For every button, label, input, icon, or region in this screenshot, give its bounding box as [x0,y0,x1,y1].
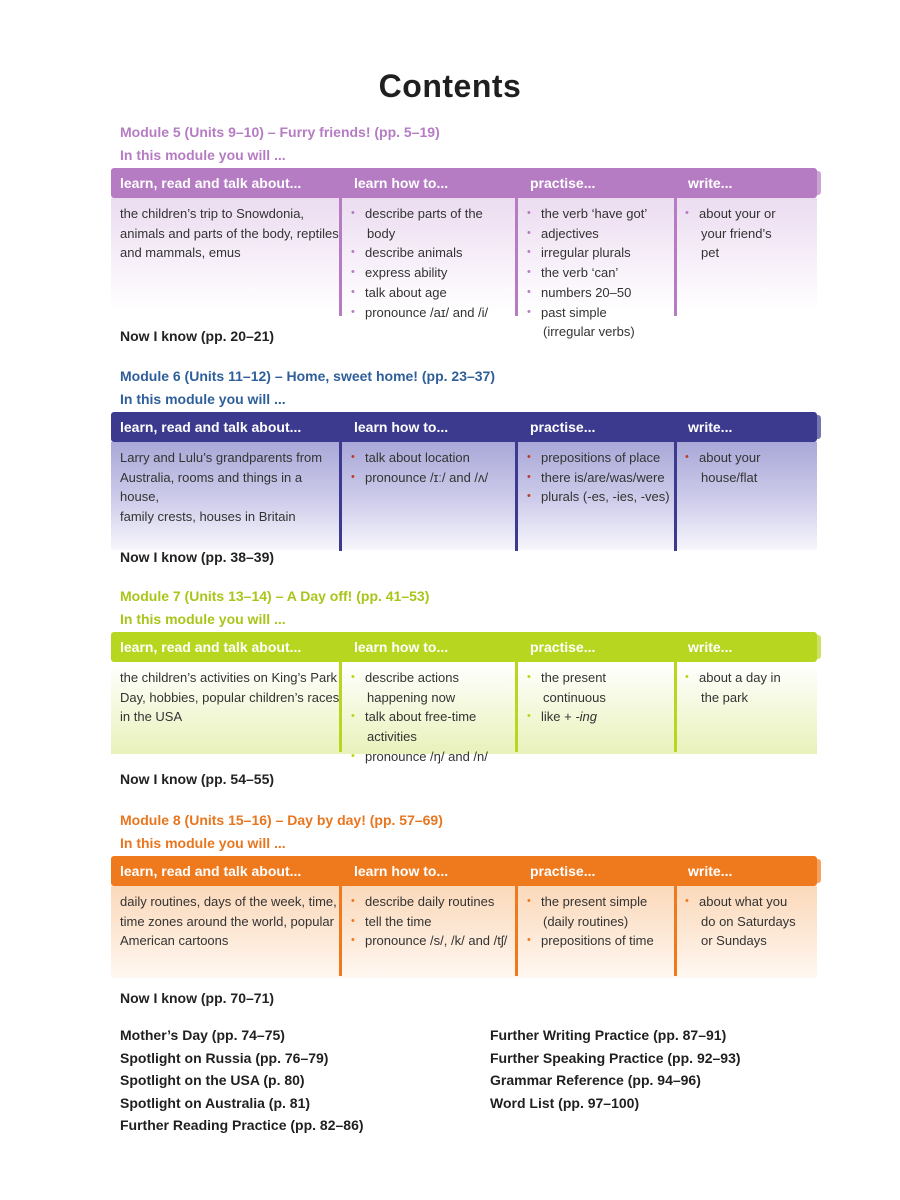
learn-text: the children’s trip to Snowdonia, [120,206,305,221]
practise-column [523,448,673,507]
write-column [681,892,801,951]
bullet-icon: • [685,207,689,219]
module-heading: Module 8 (Units 15–16) – Day by day! (pp. 57–69) [120,812,443,828]
learn-text: Larry and Lulu’s grandparents from [120,450,323,465]
module-8 [120,808,816,978]
item-text: body [367,225,396,241]
now-i-know: Now I know (pp. 54–55) [120,771,275,787]
item-text: describe actions [365,670,459,685]
item-text: about your or [699,206,776,221]
extras-item: Further Reading Practice (pp. 82–86) [120,1117,364,1134]
learn-text: American cartoons [120,933,229,949]
list-item [523,204,673,224]
list-item [347,263,512,283]
how-column [347,892,512,951]
module-intro: In this module you will ... [120,147,286,163]
extras-item: Spotlight on the USA (p. 80) [120,1072,305,1089]
item-text: or Sundays [701,933,767,949]
bullet-icon: • [527,207,531,219]
how-column-list [347,204,512,322]
item-text: numbers 20–50 [541,284,632,300]
bullet-icon: • [685,451,689,463]
bullet-icon: • [351,710,355,723]
learn-text: Day, hobbies, popular children’s races [120,689,340,705]
list-item [523,668,673,707]
header-how: learn how to... [354,419,449,435]
write-column-list [681,668,801,707]
list-item [681,668,801,707]
list-item [347,912,512,932]
bullet-icon: • [351,914,355,927]
header-learn: learn, read and talk about... [120,863,302,879]
learn-text: animals and parts of the body, reptiles [120,225,339,241]
learn-column [120,892,340,951]
list-item [347,448,512,468]
header-write: write... [688,639,733,655]
learn-column [120,204,340,263]
list-item [681,448,801,487]
bullet-icon: • [527,246,531,259]
list-item [347,468,512,488]
item-text: about a day in [699,670,781,685]
now-i-know: Now I know (pp. 70–71) [120,990,275,1006]
item-text: describe animals [365,245,463,261]
extras-item: Word List (pp. 97–100) [490,1094,640,1111]
learn-text: the children’s activities on King’s Park [120,670,338,685]
learn-column [120,448,340,527]
module-intro: In this module you will ... [120,835,286,851]
practise-column-list [523,668,673,727]
bullet-icon: • [527,470,531,483]
bullet-icon: • [351,671,355,683]
header-learn: learn, read and talk about... [120,639,302,655]
bullet-icon: • [351,451,355,463]
list-item [523,243,673,263]
module-header-bar [111,412,817,442]
item-text: plurals (-es, -ies, -ves) [541,489,670,505]
write-column-list [681,204,801,263]
header-practise: practise... [530,639,596,655]
how-column-list [347,448,512,487]
header-how: learn how to... [354,863,449,879]
item-text: describe daily routines [365,894,495,909]
bullet-icon: • [351,285,355,298]
item-text: the park [701,689,748,705]
module-content [111,662,817,764]
column-divider [515,198,518,316]
learn-text: family crests, houses in Britain [120,509,296,525]
bullet-icon: • [527,710,531,723]
item-text: the verb ‘can’ [541,265,619,281]
item-text: happening now [367,689,456,705]
item-text: (irregular verbs) [543,324,635,340]
practise-column [523,892,673,951]
list-item [347,283,512,303]
list-item [347,931,512,951]
list-item [347,204,512,243]
item-text: about your [699,450,761,465]
list-item [347,243,512,263]
practise-column-list [523,892,673,951]
write-column-list [681,892,801,951]
how-column [347,204,512,322]
extras-item: Spotlight on Australia (p. 81) [120,1094,311,1111]
item-text: pronounce /ɪː/ and /ʌ/ [365,469,489,485]
extras-left-list [120,1024,364,1137]
header-learn: learn, read and talk about... [120,419,302,435]
item-text: prepositions of place [541,450,661,465]
how-column [347,448,512,487]
item-text: pet [701,245,720,261]
module-6 [120,364,816,550]
item-text: about what you [699,894,788,909]
bullet-icon: • [527,934,531,947]
item-text: the present simple [541,894,648,909]
bullet-icon: • [351,470,355,483]
item-text: the verb ‘have got’ [541,206,648,221]
list-item [347,668,512,707]
list-item [523,892,673,931]
list-item [523,224,673,244]
header-write: write... [688,419,733,435]
bullet-icon: • [527,266,531,279]
column-divider [674,886,677,976]
item-text: the present [541,670,607,685]
item-text: talk about free-time [365,709,477,725]
learn-text: daily routines, days of the week, time, [120,894,337,909]
list-item [523,468,673,488]
item-text: talk about location [365,450,470,465]
learn-text: in the USA [120,709,183,725]
item-text: do on Saturdays [701,913,796,929]
item-text: continuous [543,689,606,705]
list-item [523,707,673,727]
module-content [111,886,817,978]
column-divider [515,886,518,976]
item-text: tell the time [365,913,432,929]
module-header-bar [111,632,817,662]
item-text: (daily routines) [543,913,629,929]
bullet-icon: • [351,895,355,907]
column-divider [674,442,677,551]
column-divider [674,662,677,752]
list-item [347,892,512,912]
header-write: write... [688,175,733,191]
item-text: there is/are/was/were [541,469,665,485]
list-item [347,747,512,767]
item-text: house/flat [701,469,758,485]
list-item [347,303,512,323]
extras-item: Further Speaking Practice (pp. 92–93) [490,1049,741,1066]
header-practise: practise... [530,175,596,191]
extras-item: Grammar Reference (pp. 94–96) [490,1072,701,1089]
list-item [681,204,801,263]
now-i-know: Now I know (pp. 20–21) [120,328,275,344]
item-text: your friend’s [701,225,772,241]
list-item [523,931,673,951]
item-text: past simple [541,304,607,320]
item-text: prepositions of time [541,933,654,949]
how-column-list [347,668,512,767]
bullet-icon: • [527,305,531,318]
extras-right-list [490,1024,741,1114]
list-item [523,303,673,342]
bullet-icon: • [527,285,531,298]
column-divider [674,198,677,316]
bullet-icon: • [527,671,531,683]
bullet-icon: • [527,451,531,463]
item-text: irregular plurals [541,245,631,261]
bullet-icon: • [685,671,689,683]
header-how: learn how to... [354,175,449,191]
practise-column [523,204,673,342]
header-learn: learn, read and talk about... [120,175,302,191]
bullet-icon: • [351,266,355,279]
extras-item: Further Writing Practice (pp. 87–91) [490,1027,727,1043]
module-intro: In this module you will ... [120,391,286,407]
list-item [523,263,673,283]
learn-column [120,668,340,727]
extras-item: Spotlight on Russia (pp. 76–79) [120,1049,329,1066]
module-7 [120,584,816,764]
bullet-icon: • [685,895,689,907]
bullet-icon: • [351,934,355,947]
write-column [681,668,801,707]
list-item [523,448,673,468]
bullet-icon: • [527,226,531,239]
write-column-list [681,448,801,487]
list-item [523,283,673,303]
practise-column [523,668,673,727]
how-column [347,668,512,767]
header-practise: practise... [530,863,596,879]
item-text: pronounce /s/, /k/ and /tʃ/ [365,933,508,949]
item-text: adjectives [541,225,599,241]
learn-text: Australia, rooms and things in a house, [120,469,303,505]
practise-column-list [523,448,673,507]
module-heading: Module 5 (Units 9–10) – Furry friends! (pp. 5–19) [120,124,440,140]
item-text: pronounce /aɪ/ and /i/ [365,304,489,320]
module-header-bar [111,168,817,198]
module-heading: Module 6 (Units 11–12) – Home, sweet home! (pp. 23–37) [120,368,495,384]
write-column [681,204,801,263]
list-item [681,892,801,951]
bullet-icon: • [527,490,531,503]
list-item [347,707,512,746]
write-column [681,448,801,487]
item-text: describe parts of the [365,206,483,221]
bullet-icon: • [527,895,531,907]
bullet-icon: • [351,305,355,318]
item-text: like + -ing [541,709,598,725]
learn-text: time zones around the world, popular [120,913,334,929]
learn-text: and mammals, emus [120,245,241,261]
header-practise: practise... [530,419,596,435]
item-text: talk about age [365,284,447,300]
module-content [111,442,817,550]
bullet-icon: • [351,207,355,219]
item-text: activities [367,729,417,745]
column-divider [515,442,518,551]
module-intro: In this module you will ... [120,611,286,627]
column-divider [515,662,518,752]
bullet-icon: • [351,749,355,762]
module-header-bar [111,856,817,886]
item-text: express ability [365,265,448,281]
bullet-icon: • [351,246,355,259]
page-title: Contents [378,68,522,104]
how-column-list [347,892,512,951]
item-text: pronounce /ŋ/ and /n/ [365,748,488,764]
module-heading: Module 7 (Units 13–14) – A Day off! (pp. 41–53) [120,588,430,604]
extras-item: Mother’s Day (pp. 74–75) [120,1027,285,1043]
now-i-know: Now I know (pp. 38–39) [120,549,275,565]
practise-column-list [523,204,673,342]
header-how: learn how to... [354,639,449,655]
list-item [523,487,673,507]
header-write: write... [688,863,733,879]
